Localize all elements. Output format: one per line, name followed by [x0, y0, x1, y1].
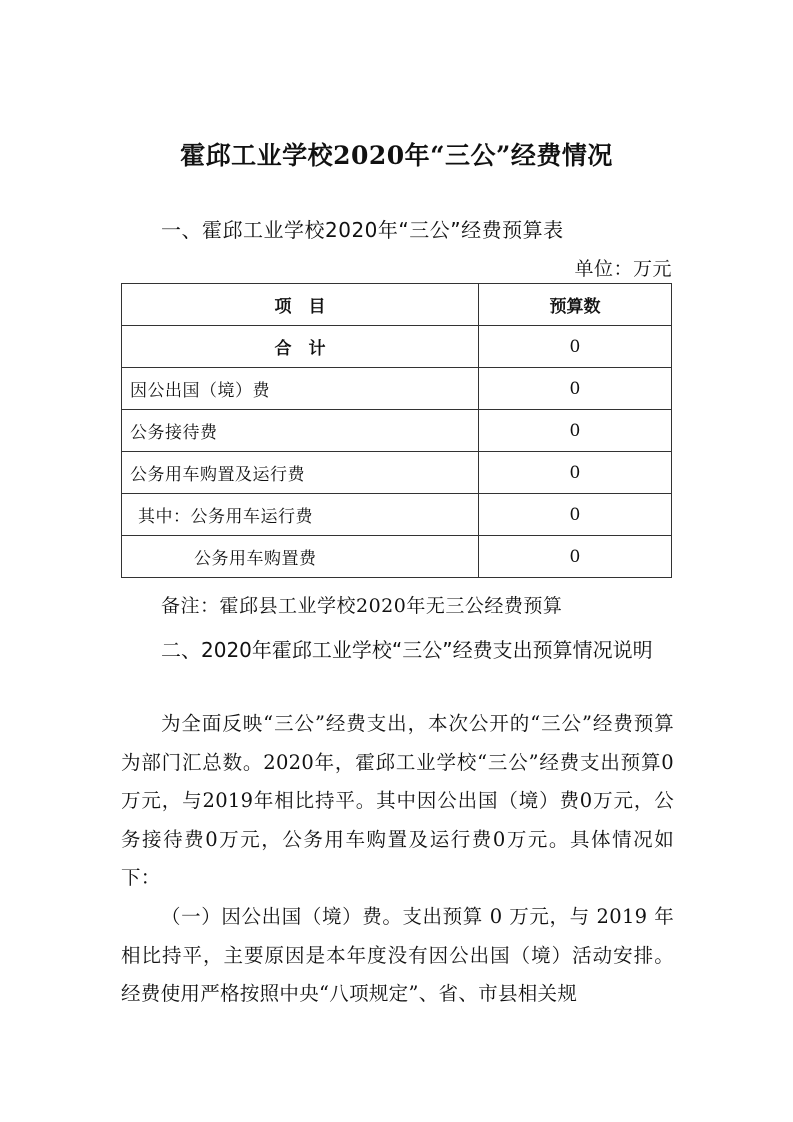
section1-heading: 一、霍邱工业学校2020年“三公”经费预算表: [161, 218, 564, 242]
table-row: [122, 326, 672, 368]
section2-heading: 二、2020年霍邱工业学校“三公”经费支出预算情况说明: [161, 638, 653, 662]
row-value-reception: 0: [478, 410, 671, 452]
table-row: [122, 536, 672, 578]
row-label-total: 合 计: [122, 326, 479, 368]
row-value-vehicle-purchase: 0: [478, 536, 671, 578]
row-value-overseas: 0: [478, 368, 671, 410]
row-label-vehicle-operation: 其中：公务用车运行费: [122, 494, 479, 536]
table-row: [122, 452, 672, 494]
table-row: [122, 494, 672, 536]
table-row: [122, 410, 672, 452]
row-label-vehicle: 公务用车购置及运行费: [122, 452, 479, 494]
row-value-vehicle-operation: 0: [478, 494, 671, 536]
row-label-overseas: 因公出国（境）费: [122, 368, 479, 410]
paragraph-summary: 为全面反映“三公”经费支出，本次公开的“三公”经费预算为部门汇总数。2020年，霍邱工业学校“三公”经费支出预算0万元，与2019年相比持平。其中因公出国（境）费0万元，公务接待费0万元，公务用车购置及运行费0万元。具体情况如下：: [121, 712, 674, 889]
paragraph-overseas: （一）因公出国（境）费。支出预算 0 万元，与 2019 年相比持平，主要原因是本年度没有因公出国（境）活动安排。经费使用严格按照中央“八项规定”、省、市县相关规: [121, 905, 674, 1005]
header-item: 项 目: [122, 284, 479, 326]
header-budget: 预算数: [478, 284, 671, 326]
row-value-vehicle: 0: [478, 452, 671, 494]
table-header-row: [122, 284, 672, 326]
table-note: 备注：霍邱县工业学校2020年无三公经费预算: [161, 595, 563, 617]
page-title: 霍邱工业学校2020年“三公”经费情况: [180, 141, 613, 170]
row-label-reception: 公务接待费: [122, 410, 479, 452]
row-value-total: 0: [478, 326, 671, 368]
table-row: [122, 368, 672, 410]
unit-label: 单位：万元: [574, 258, 672, 280]
row-label-vehicle-purchase: 公务用车购置费: [122, 536, 479, 578]
budget-table: [121, 283, 672, 578]
